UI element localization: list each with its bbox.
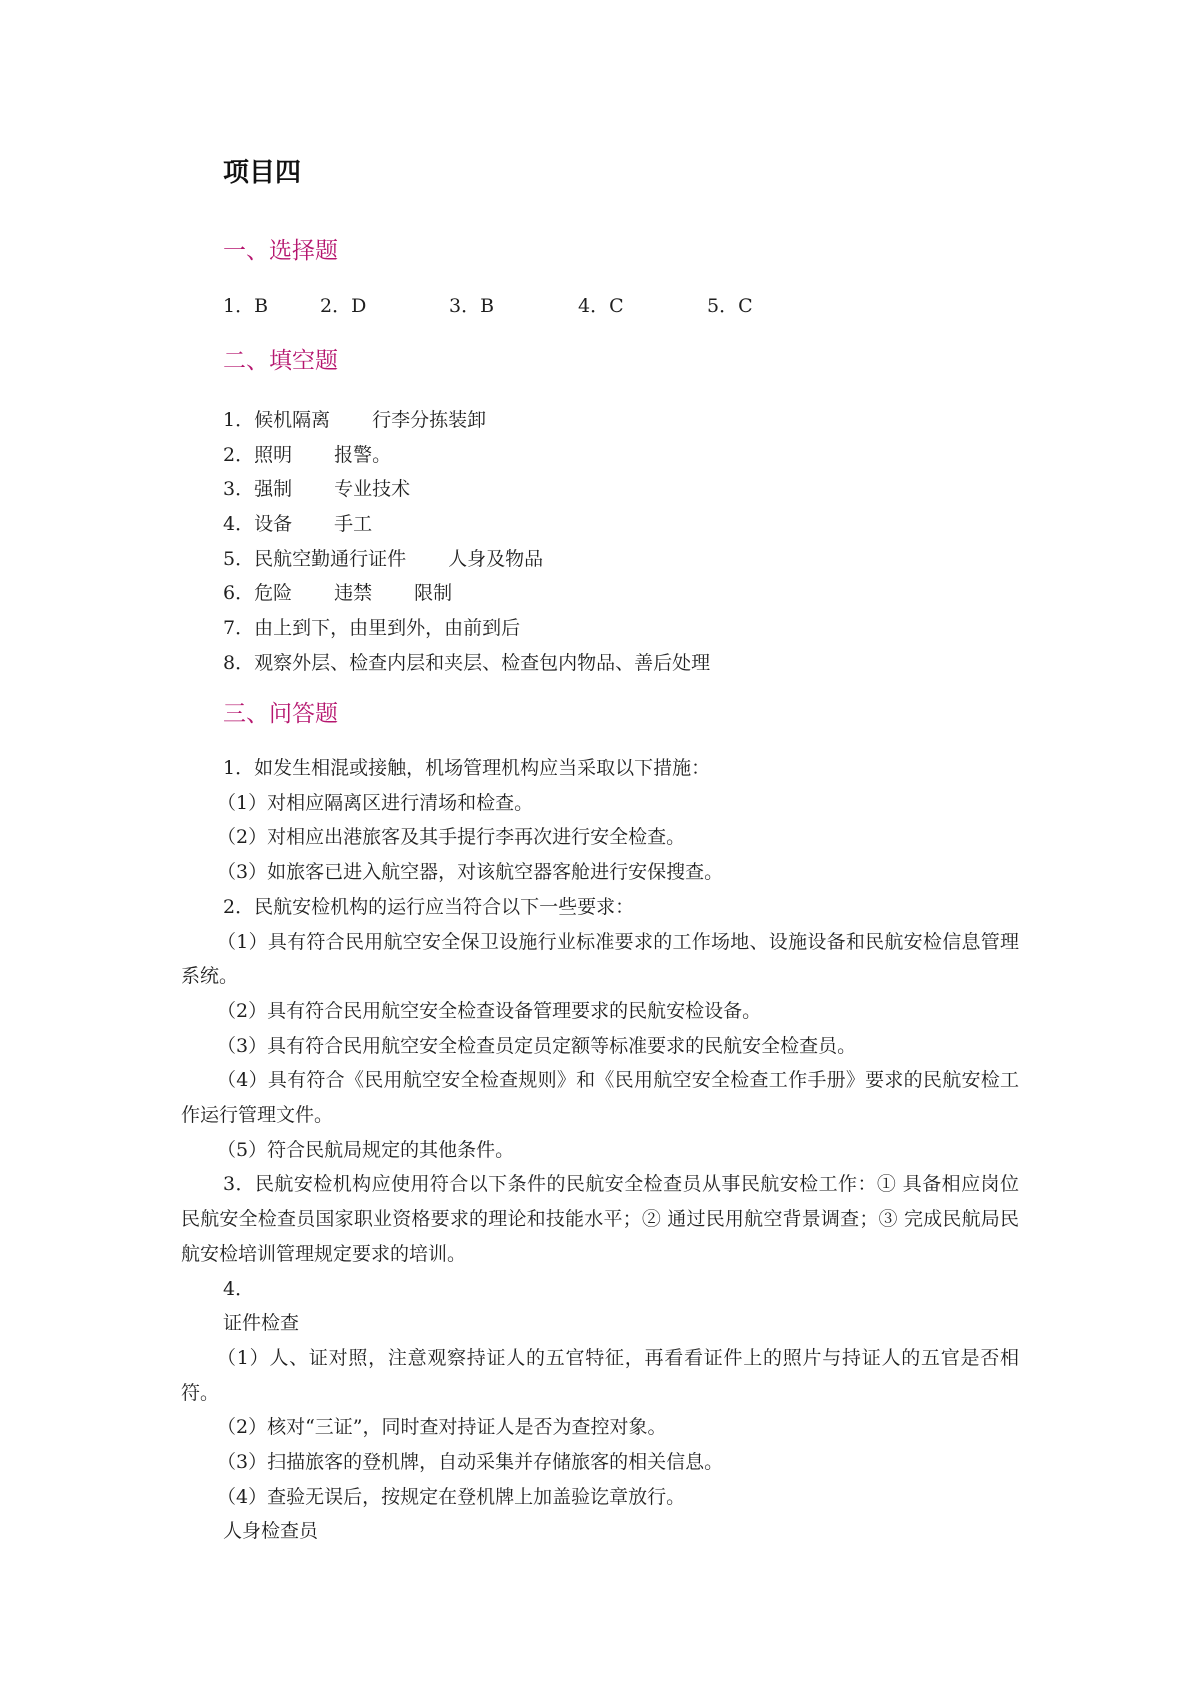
- question-1-item: （2）对相应出港旅客及其手提行李再次进行安全检查。: [217, 826, 686, 849]
- question-4-item: （4）查验无误后，按规定在登机牌上加盖验讫章放行。: [217, 1485, 686, 1508]
- choice-answer: 2．D: [320, 295, 367, 317]
- answer-text: 行李分拣装卸: [372, 409, 487, 431]
- answer-text: 候机隔离: [254, 409, 331, 431]
- question-4-item: （3）扫描旅客的登机牌，自动采集并存储旅客的相关信息。: [217, 1451, 724, 1474]
- question-2-intro: 2．民航安检机构的运行应当符合以下一些要求：: [223, 895, 635, 918]
- fill-answer-item: [223, 542, 1043, 577]
- choice-answer: 5．C: [707, 295, 753, 317]
- answer-text: 民航空勤通行证件: [254, 547, 407, 570]
- answer-text: 违禁: [334, 582, 373, 605]
- choice-answers: [0, 292, 1191, 320]
- answer-text: 强制: [254, 478, 293, 501]
- section-heading-qa: 三、问答题: [223, 701, 338, 727]
- answer-text: 专业技术: [334, 478, 411, 501]
- qa-body: [181, 751, 1019, 1549]
- question-1-intro: 1．如发生相混或接触，机场管理机构应当采取以下措施：: [223, 757, 711, 779]
- fill-answer-item: [223, 438, 1043, 473]
- question-1-item: （1）对相应隔离区进行清场和检查。: [217, 791, 534, 814]
- question-2-item: （5）符合民航局规定的其他条件。: [217, 1138, 515, 1161]
- answer-text: 限制: [414, 582, 453, 605]
- question-2-item: （2）具有符合民用航空安全检查设备管理要求的民航安检设备。: [217, 999, 762, 1022]
- fill-answer-item: [223, 507, 1043, 542]
- item-number: 8．: [223, 651, 255, 674]
- fill-answer-item: [223, 611, 1043, 646]
- fill-answers-list: [223, 403, 1043, 681]
- answer-text: 报警。: [334, 443, 392, 466]
- fill-answer-item: [223, 576, 1043, 611]
- fill-answer-item: [223, 472, 1043, 507]
- question-4-item: （1）人、证对照，注意观察持证人的五官特征，再看看证件上的照片与持证人的五官是否相符。: [181, 1346, 1019, 1404]
- question-2-item: （4）具有符合《民用航空安全检查规则》和《民用航空安全检查工作手册》要求的民航安检工作运行管理文件。: [181, 1069, 1019, 1127]
- choice-answer: 4．C: [578, 295, 624, 317]
- question-4-item: （2）核对“三证”，同时查对持证人是否为查控对象。: [217, 1416, 667, 1439]
- item-number: 6．: [223, 582, 255, 605]
- section-heading-choice: 一、选择题: [223, 238, 338, 264]
- answer-text: 人身及物品: [448, 547, 544, 570]
- answer-text: 手工: [334, 513, 373, 536]
- question-2-item: （1）具有符合民用航空安全保卫设施行业标准要求的工作场地、设施设备和民航安检信息管理系统。: [181, 930, 1019, 988]
- question-3-answer: 3．民航安检机构应使用符合以下条件的民航安全检查员从事民航安检工作：① 具备相应岗位民航安全检查员国家职业资格要求的理论和技能水平；② 通过民用航空背景调查；③ 完成民航局民航安检培训管理规定要求的培训。: [181, 1173, 1019, 1265]
- section-heading-fill: 二、填空题: [223, 348, 338, 374]
- question-1-item: （3）如旅客已进入航空器，对该航空器客舱进行安保搜查。: [217, 861, 724, 884]
- fill-answer-item: [223, 646, 1043, 681]
- item-number: 1．: [223, 409, 255, 431]
- choice-answer: 3．B: [449, 295, 495, 317]
- answer-text: 由上到下，由里到外，由前到后: [254, 617, 521, 640]
- choice-answer: 1．B: [223, 295, 269, 317]
- question-4-subheading: 人身检查员: [223, 1520, 319, 1543]
- answer-text: 危险: [254, 582, 293, 605]
- answer-text: 设备: [254, 513, 293, 536]
- question-4-subheading: 证件检查: [223, 1312, 300, 1335]
- item-number: 2．: [223, 443, 255, 466]
- item-number: 7．: [223, 617, 255, 640]
- question-2-item: （3）具有符合民用航空安全检查员定员定额等标准要求的民航安全检查员。: [217, 1034, 857, 1057]
- item-number: 4．: [223, 513, 255, 536]
- fill-answer-item: [223, 403, 1043, 438]
- item-number: 3．: [223, 478, 255, 501]
- question-4-number: 4．: [223, 1277, 255, 1300]
- answer-text: 观察外层、检查内层和夹层、检查包内物品、善后处理: [254, 651, 711, 674]
- item-number: 5．: [223, 547, 255, 570]
- page-title: 项目四: [223, 158, 302, 188]
- answer-text: 照明: [254, 443, 293, 466]
